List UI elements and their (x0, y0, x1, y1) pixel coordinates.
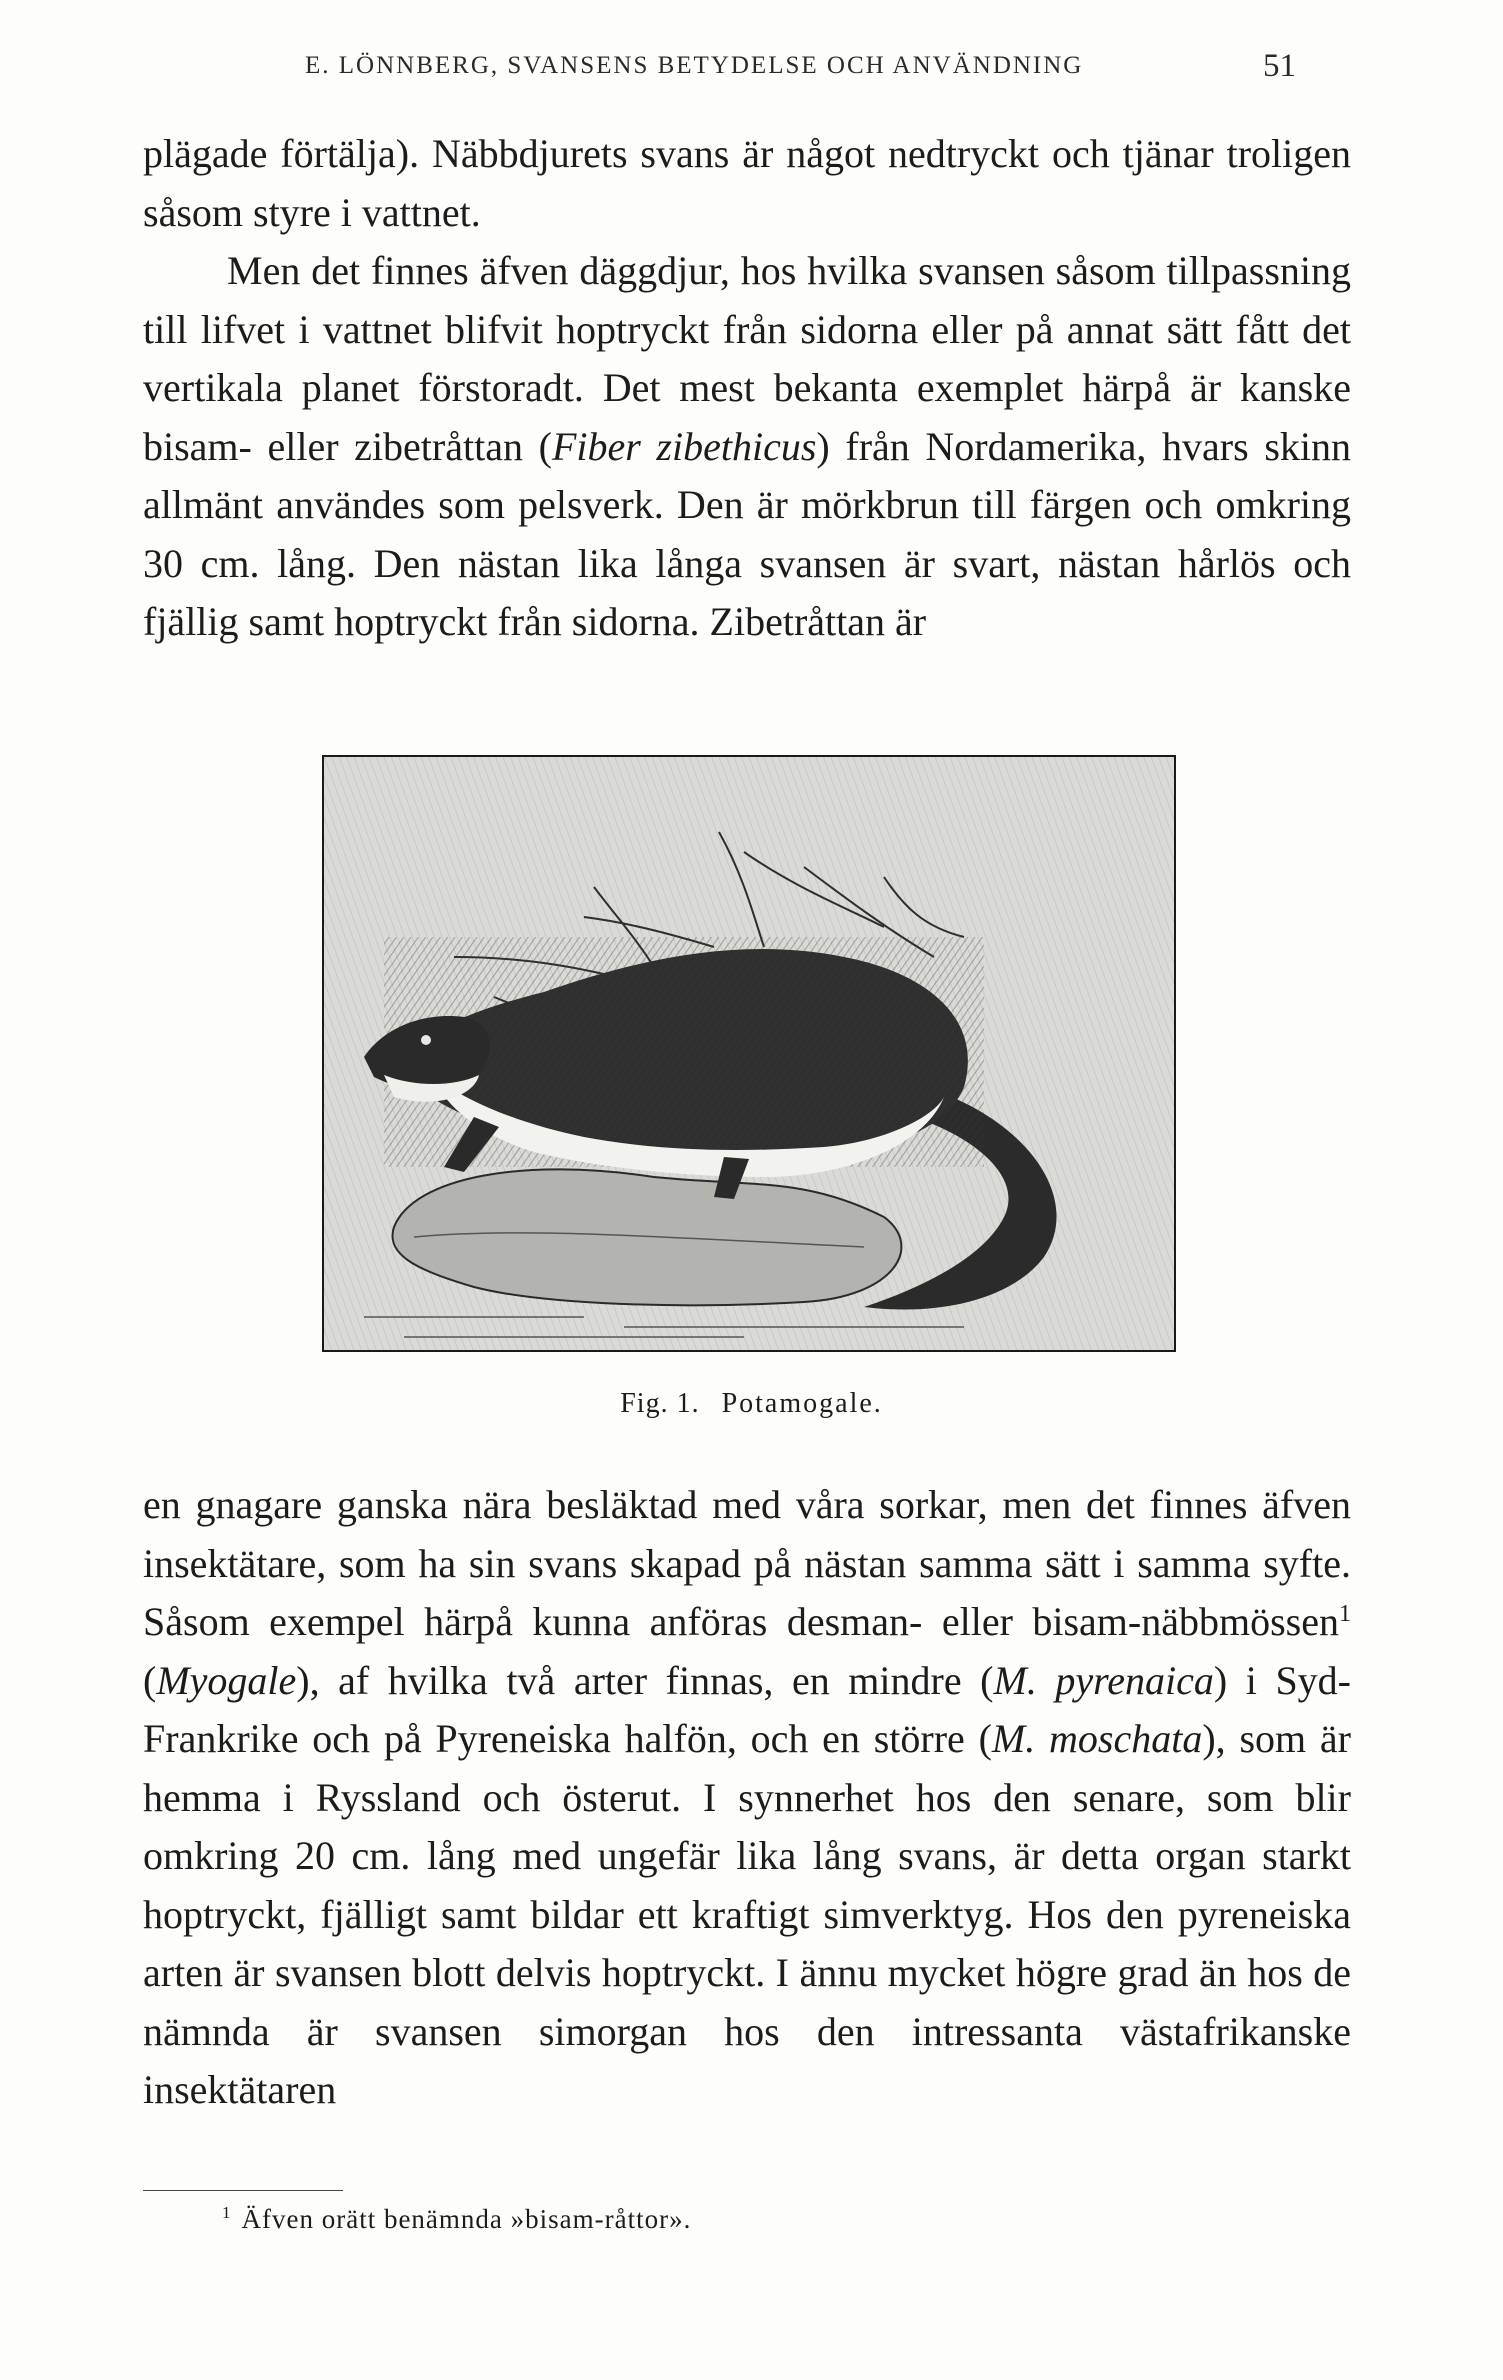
italic-species-name: M. moschata (991, 1716, 1203, 1761)
paragraph (143, 1476, 1351, 2120)
page-number: 51 (1263, 48, 1296, 84)
footnote (222, 2204, 691, 2235)
text-run: en gnagare ganska nära besläktad med våra sorkar, men det finnes äfven insektätare, som ha sin svans skapad på nästan samma sätt i samma syfte. Såsom exempel härpå kunna anföras desman- eller bisam-näbbmössen (143, 1482, 1351, 1644)
text-run: ) i Syd-Frankrike och på Pyreneiska halfön, och en större ( (143, 1657, 1352, 1761)
figure-caption (0, 1388, 1503, 1420)
text-run: ( (143, 1657, 157, 1703)
potamogale-engraving (324, 757, 1174, 1350)
text-run: Men det finnes äfven däggdjur, hos hvilka svansen såsom tillpassning till lifvet i vattnet blifvit hoptryckt från sidorna eller på annat sätt fått det vertikala planet förstoradt. Det mest bekanta exemplet härpå är kanske bisam- eller zibetråttan ( (143, 248, 1351, 469)
text-run: ) från Nordamerika, hvars skinn allmänt användes som pelsverk. Den är mörkbrun till färgen och omkring 30 cm. lång. Den nästan lika långa svansen är svart, nästan hårlös och fjällig samt hoptryckt från sidorna. Zibetråttan är (143, 423, 1351, 644)
figure-illustration (322, 755, 1176, 1352)
paragraph: plägade förtälja). Näbbdjurets svans är något nedtryckt och tjänar troligen såsom styre i vattnet. (143, 131, 1351, 235)
text-run: ), som är hemma i Ryssland och österut. I synnerhet hos den senare, som blir omkring 20 cm. lång med ungefär lika lång svans, är detta organ starkt hoptryckt, fjälligt samt bildar ett kraftigt simverktyg. Hos den pyreneiska arten är svansen blott delvis hoptryckt. I ännu mycket högre grad än hos de nämnda är svansen simorgan hos den intressanta västafrikanske insektätaren (143, 1716, 1352, 2112)
text-block-bottom (143, 1476, 1351, 2120)
figure-title: Potamogale. (721, 1388, 883, 1419)
text-block-top (143, 125, 1351, 652)
paragraph (143, 242, 1351, 652)
figure-label: Fig. 1. (620, 1388, 700, 1419)
running-head: E. LÖNNBERG, SVANSENS BETYDELSE OCH ANVÄNDNING (305, 52, 1084, 79)
italic-genus-name: Myogale (156, 1657, 297, 1703)
footnote-mark: 1 (222, 2203, 232, 2222)
footnote-reference: 1 (1339, 1601, 1351, 1627)
italic-species-name: M. pyrenaica (993, 1657, 1214, 1703)
text-run: ), af hvilka två arter finnas, en mindre ( (296, 1657, 994, 1703)
footnote-divider (143, 2190, 343, 2191)
footnote-text: Äfven orätt benämnda »bisam-råttor». (241, 2204, 692, 2234)
italic-species-name: Fiber zibethicus (551, 423, 817, 469)
